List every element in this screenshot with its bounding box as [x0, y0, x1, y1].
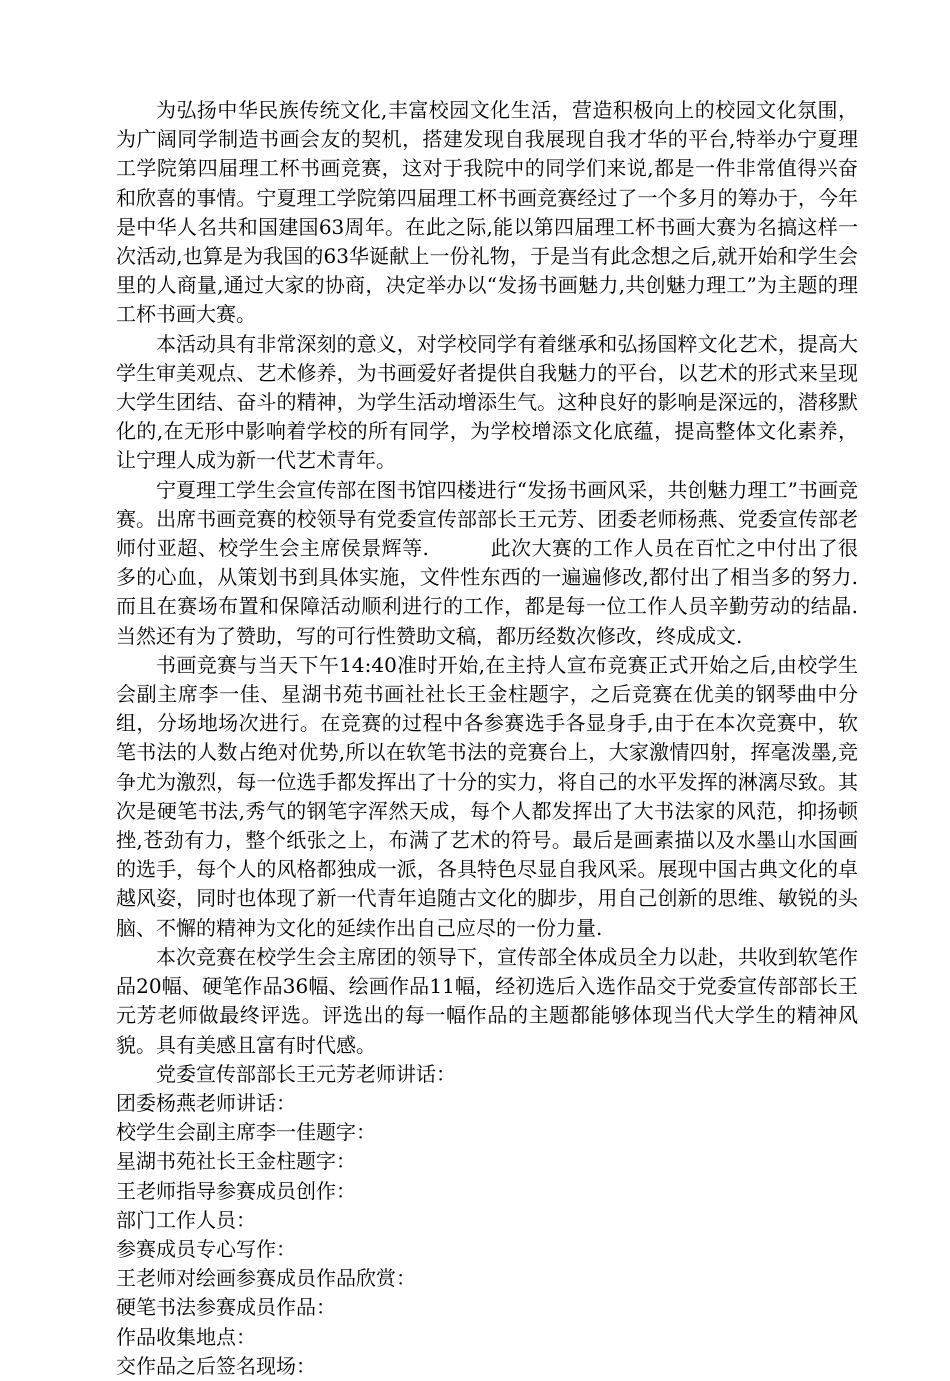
caption-signing-scene: 交作品之后签名现场： — [116, 1353, 316, 1378]
caption-participants-writing: 参赛成员专心写作： — [116, 1236, 296, 1261]
paragraph-significance: 本活动具有非常深刻的意义，对学校同学有着继承和弘扬国粹文化艺术，提高大学生审美观点、艺术修养，为书画爱好者提供自我魅力的平台，以艺术的形式来呈现大学生团结、奋斗的精神，为学生活动增添生气。这种良好的影响是深远的，潜移默化的,在无形中影响着学校的所有同学，为学校增添文化底蕴，提高整体文化素养，让宁理人成为新一代艺术青年。 — [116, 331, 858, 473]
caption-director-speech: 党委宣传部部长王元芳老师讲话： — [156, 1061, 456, 1086]
caption-painting-appreciation: 王老师对绘画参赛成员作品欣赏： — [116, 1266, 416, 1291]
paragraph-competition-process: 书画竞赛与当天下午14:40准时开始,在主持人宣布竞赛正式开始之后,由校学生会副主席李一佳、星湖书苑书画社社长王金柱题字，之后竞赛在优美的钢琴曲中分组，分场地场次进行。在竞赛的过程中各参赛选手各显身手,由于在本次竞赛中，软笔书法的人数占绝对优势,所以在软笔书法的竞赛台上，大家激情四射，挥毫泼墨,竞争尤为激烈，每一位选手都发挥出了十分的实力，将自己的水平发挥的淋漓尽致。其次是硬笔书法,秀气的钢笔字浑然天成，每个人都发挥出了大书法家的风范，抑扬顿挫,苍劲有力，整个纸张之上，布满了艺术的符号。最后是画素描以及水墨山水国画的选手，每个人的风格都独成一派，各具特色尽显自我风采。展现中国古典文化的卓越风姿，同时也体现了新一代青年追随古文化的脚步，用自己创新的思维、敏锐的头脑、不懈的精神为文化的延续作出自己应尽的一份力量. — [116, 652, 858, 940]
caption-youth-league-speech: 团委杨燕老师讲话： — [116, 1090, 296, 1115]
caption-collection-point: 作品收集地点： — [116, 1324, 256, 1349]
caption-teacher-guidance: 王老师指导参赛成员创作： — [116, 1178, 356, 1203]
paragraph-event-overview: 宁夏理工学生会宣传部在图书馆四楼进行“发扬书画风采，共创魅力理工”书画竞赛。出席书画竞赛的校领导有党委宣传部部长王元芳、团委老师杨燕、党委宣传部老师付亚超、校学生会主席侯景辉等. 此次大赛的工作人员在百忙之中付出了很多的心血，从策划书到具体实施，文件性东西的一遍遍修改,都付出了相当多的努力.而且在赛场布置和保障活动顺利进行的工作，都是每一位工作人员辛勤劳动的结晶.当然还有为了赞助，写的可行性赞助文稿，都历经数次修改，终成成文. — [116, 477, 858, 648]
caption-pen-calligraphy-works: 硬笔书法参赛成员作品： — [116, 1295, 336, 1320]
caption-vice-chair-inscription: 校学生会副主席李一佳题字： — [116, 1120, 376, 1145]
paragraph-intro: 为弘扬中华民族传统文化,丰富校园文化生活，营造积极向上的校园文化氛围，为广阔同学制造书画会友的契机，搭建发现自我展现自我才华的平台,特举办宁夏理工学院第四届理工杯书画竞赛，这对于我院中的同学们来说,都是一件非常值得兴奋和欣喜的事情。宁夏理工学院第四届理工杯书画竞赛经过了一个多月的筹办于，今年是中华人名共和国建国63周年。在此之际,能以第四届理工杯书画大赛为名搞这样一次活动,也算是为我国的63华诞献上一份礼物，于是当有此念想之后,就开始和学生会里的人商量,通过大家的协商，决定举办以“发扬书画魅力,共创魅力理工”为主题的理工杯书画大赛。 — [116, 98, 858, 327]
caption-staff: 部门工作人员： — [116, 1207, 256, 1232]
document-page — [116, 96, 858, 1381]
paragraph-results: 本次竞赛在校学生会主席团的领导下，宣传部全体成员全力以赴，共收到软笔作品20幅、硬笔作品36幅、绘画作品11幅，经初选后入选作品交于党委宣传部部长王元芳老师做最终评选。评选出的每一幅作品的主题都能够体现当代大学生的精神风貌。具有美感且富有时代感。 — [116, 944, 858, 1057]
caption-club-president-inscription: 星湖书苑社长王金柱题字： — [116, 1149, 356, 1174]
